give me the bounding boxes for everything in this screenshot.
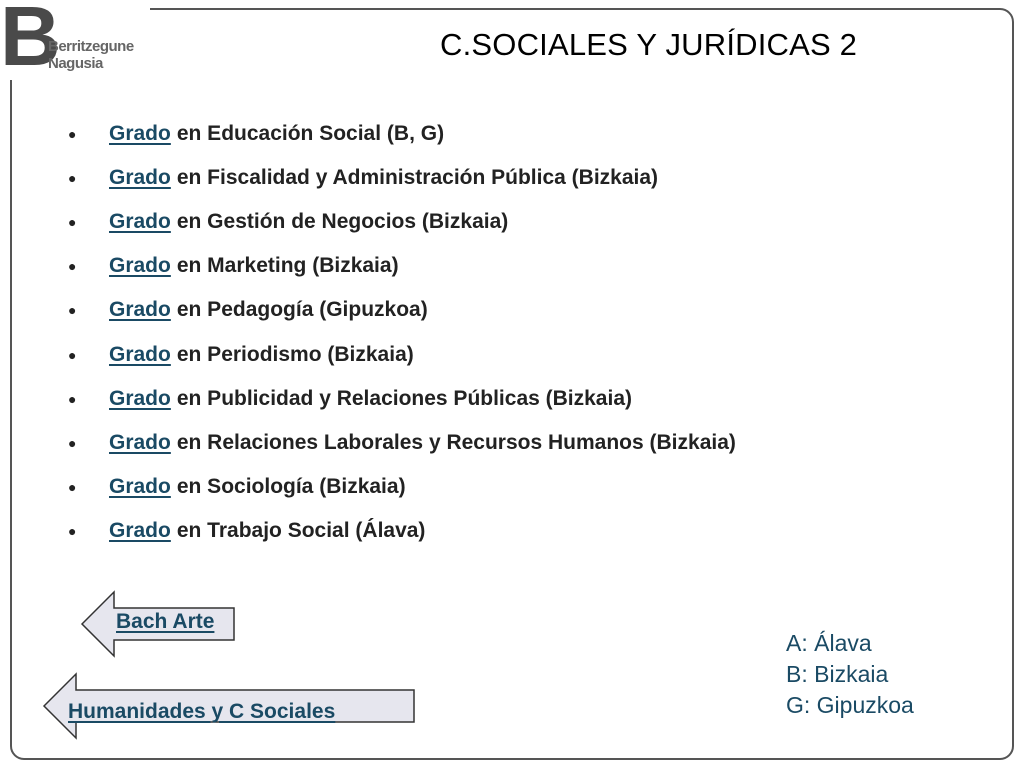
degree-text: en Publicidad y Relaciones Públicas (Bizkaia) xyxy=(176,386,632,410)
humanidades-button[interactable] xyxy=(42,672,418,740)
bach-arte-button[interactable] xyxy=(80,590,240,658)
logo-line-2: Nagusia xyxy=(48,55,103,72)
logo-mark: B xyxy=(0,0,57,83)
degree-link[interactable]: Grado xyxy=(109,166,171,190)
degree-text: en Trabajo Social (Álava) xyxy=(176,518,426,542)
list-item xyxy=(68,200,736,244)
bullet-icon: ● xyxy=(68,390,77,407)
degree-text: en Periodismo (Bizkaia) xyxy=(176,342,414,366)
degree-text: en Educación Social (B, G) xyxy=(176,122,445,146)
bullet-icon: ● xyxy=(68,126,77,143)
list-item xyxy=(68,112,736,156)
province-legend xyxy=(786,628,914,721)
degree-link[interactable]: Grado xyxy=(109,342,171,366)
degree-link[interactable]: Grado xyxy=(109,474,171,498)
bullet-icon: ● xyxy=(68,258,77,275)
list-item xyxy=(68,288,736,332)
bullet-icon: ● xyxy=(68,302,77,319)
degree-link[interactable]: Grado xyxy=(109,298,171,322)
degree-link[interactable]: Grado xyxy=(109,122,171,146)
degree-text: en Fiscalidad y Administración Pública (Bizkaia) xyxy=(176,166,659,190)
list-item xyxy=(68,509,736,553)
degree-link[interactable]: Grado xyxy=(109,386,171,410)
list-item xyxy=(68,156,736,200)
degree-text: en Marketing (Bizkaia) xyxy=(176,254,399,278)
logo xyxy=(0,0,150,83)
degree-link[interactable]: Grado xyxy=(109,518,171,542)
degree-link[interactable]: Grado xyxy=(109,254,171,278)
degree-link[interactable]: Grado xyxy=(109,210,171,234)
page-title: C.SOCIALES Y JURÍDICAS 2 xyxy=(440,27,858,62)
degree-text: en Gestión de Negocios (Bizkaia) xyxy=(176,210,509,234)
degree-text: en Sociología (Bizkaia) xyxy=(176,474,406,498)
legend-item: B: Bizkaia xyxy=(786,661,889,687)
logo-line-1: Berritzegune xyxy=(48,38,134,55)
bullet-icon: ● xyxy=(68,478,77,495)
list-item xyxy=(68,421,736,465)
bullet-icon: ● xyxy=(68,214,77,231)
legend-item: A: Álava xyxy=(786,630,872,656)
list-item xyxy=(68,465,736,509)
bullet-icon: ● xyxy=(68,522,77,539)
degree-list xyxy=(68,112,736,553)
degree-link[interactable]: Grado xyxy=(109,430,171,454)
list-item xyxy=(68,244,736,288)
bullet-icon: ● xyxy=(68,170,77,187)
bullet-icon: ● xyxy=(68,346,77,363)
degree-text: en Relaciones Laborales y Recursos Humanos (Bizkaia) xyxy=(176,430,736,454)
list-item xyxy=(68,377,736,421)
logo-text xyxy=(48,38,134,72)
list-item xyxy=(68,332,736,376)
degree-text: en Pedagogía (Gipuzkoa) xyxy=(176,298,428,322)
humanidades-label: Humanidades y C Sociales xyxy=(68,700,336,723)
bullet-icon: ● xyxy=(68,434,77,451)
legend-item: G: Gipuzkoa xyxy=(786,692,914,718)
bach-arte-label: Bach Arte xyxy=(116,610,215,633)
